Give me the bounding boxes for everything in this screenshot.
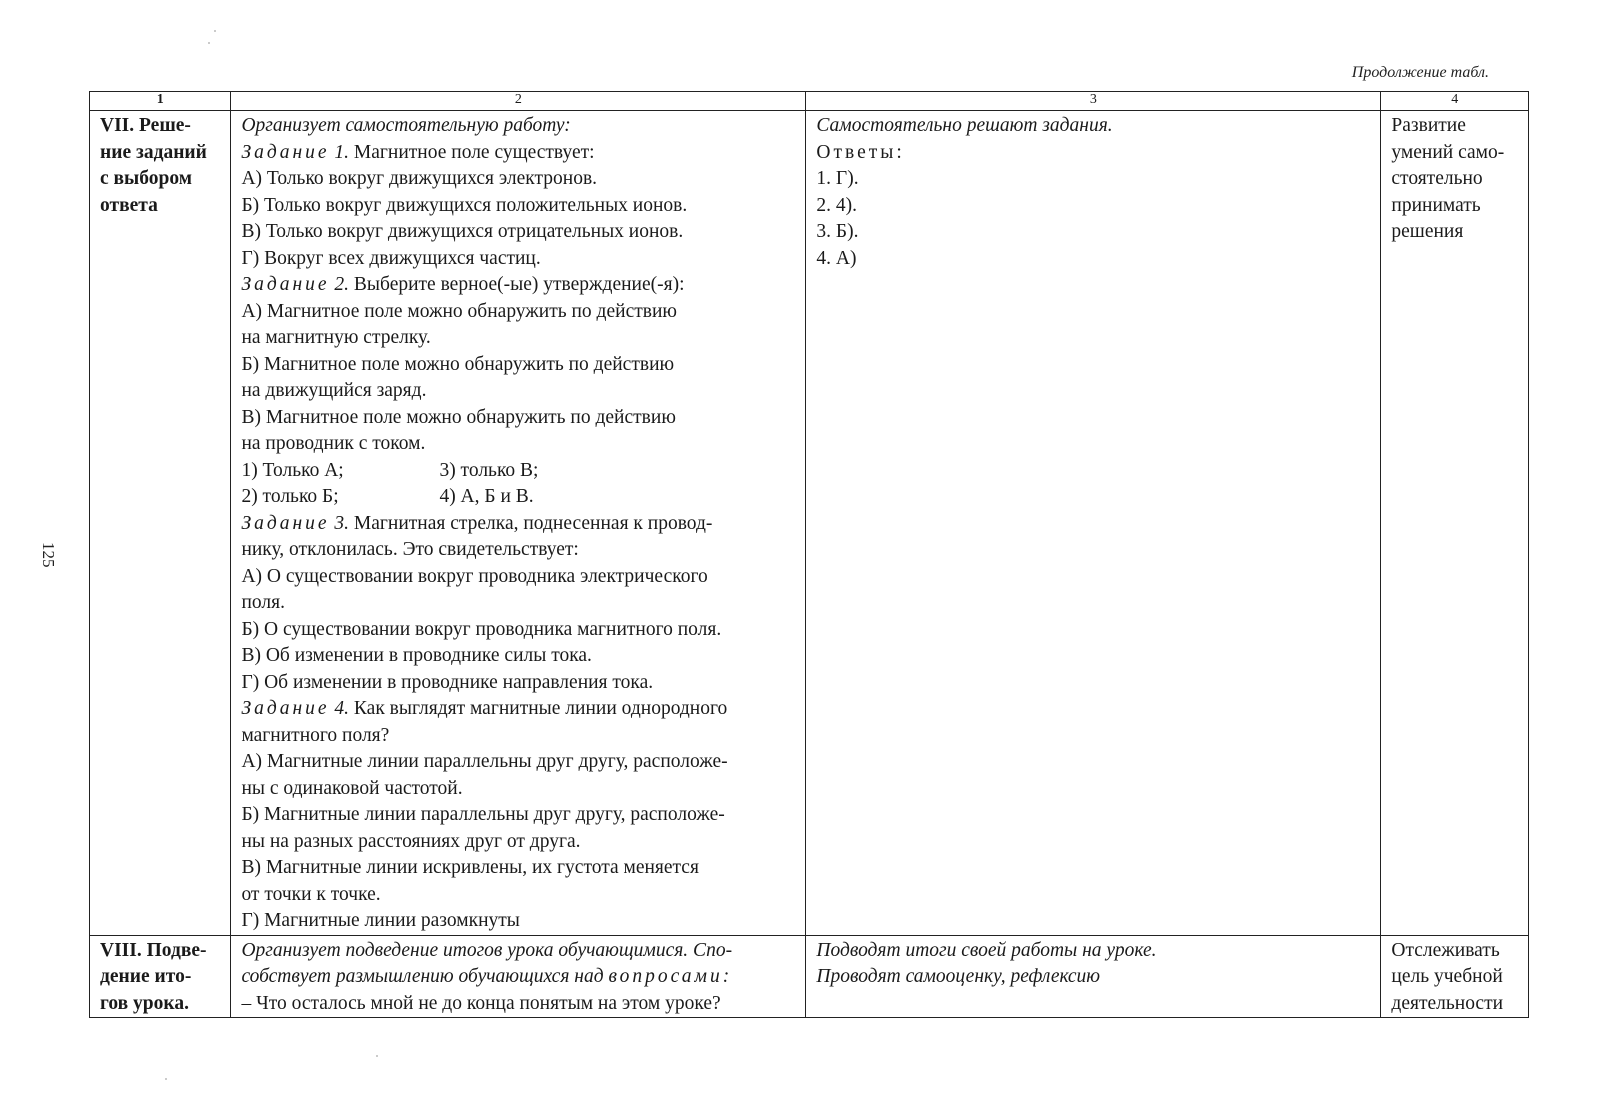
answer-option-cont: ны на разных расстояниях друг от друга. — [241, 830, 581, 852]
answer-key: 4. А) — [816, 247, 857, 269]
lesson-table — [89, 91, 1529, 1018]
task-label: Задание — [241, 274, 330, 295]
choice: 3) только В; — [439, 459, 539, 481]
student-activity-cell — [806, 935, 1381, 1018]
student-intro: Самостоятельно решают задания. — [816, 115, 1113, 136]
result-line: цель учебной — [1391, 966, 1503, 987]
task-number: 4. — [329, 698, 350, 719]
answer-option: В) Об изменении в проводнике силы тока. — [241, 645, 592, 666]
stage-cell — [90, 935, 231, 1018]
teacher-activity-cell — [231, 935, 806, 1018]
answer-option-cont: на проводник с током. — [241, 433, 426, 454]
answer-option-cont: от точки к точке. — [241, 883, 381, 905]
task-4-heading — [241, 696, 797, 723]
answer-key: 3. Б). — [816, 221, 859, 242]
choice: 1) Только А; — [241, 459, 344, 481]
answer-option: Б) О существовании вокруг проводника магнитного поля. — [241, 618, 722, 640]
student-activity-cell — [806, 111, 1381, 936]
task-question-cont: нику, отклонилась. Это свидетельствует: — [241, 539, 579, 560]
stage-line: VIII. Подве- — [100, 939, 207, 961]
task-number: 3. — [329, 512, 350, 534]
reflection-question: – Что осталось мной не до конца понятым на этом уроке? — [241, 992, 721, 1014]
answer-key: 2. 4). — [816, 194, 858, 216]
stage-line: VII. Реше- — [100, 115, 191, 136]
student-text: Проводят самооценку, рефлексию — [816, 966, 1101, 987]
answer-option: А) Только вокруг движущихся электронов. — [241, 168, 598, 189]
table-continuation-note: Продолжение табл. — [1351, 64, 1489, 81]
result-line: принимать — [1391, 194, 1481, 216]
scan-speck — [214, 30, 216, 32]
task-question: Как выглядят магнитные линии однородного — [349, 698, 728, 719]
answer-option: В) Только вокруг движущихся отрицательных ионов. — [241, 221, 684, 242]
answer-option: Г) Магнитные линии разомкнуты — [241, 910, 520, 931]
task-question: Выберите верное(-ые) утверждение(-я): — [349, 274, 685, 295]
scan-speck — [165, 1078, 167, 1080]
answer-option: Б) Только вокруг движущихся положительных ионов. — [241, 194, 688, 216]
answer-option: А) Магнитные линии параллельны друг другу, расположе- — [241, 751, 728, 772]
column-number: 3 — [806, 92, 1381, 111]
answer-option: Б) Магнитное поле можно обнаружить по действию — [241, 353, 675, 375]
result-line: деятельности — [1391, 992, 1504, 1014]
teacher-text: Организует подведение итогов урока обучающимися. Спо- — [241, 939, 733, 961]
stage-cell — [90, 111, 231, 936]
task-label: Задание — [241, 512, 330, 534]
table-row — [90, 111, 1529, 936]
stage-line: гов урока. — [100, 992, 189, 1014]
choice: 2) только Б; — [241, 486, 339, 507]
answer-option: А) Магнитное поле можно обнаружить по действию — [241, 300, 677, 322]
teacher-text — [241, 964, 797, 991]
table-row — [90, 935, 1529, 1018]
answer-option: Б) Магнитные линии параллельны друг другу, расположе- — [241, 804, 725, 825]
stage-line: с выбором — [100, 168, 193, 189]
result-line: умений само- — [1391, 141, 1505, 163]
answer-option-cont: ны с одинаковой частотой. — [241, 777, 463, 799]
result-cell — [1381, 935, 1529, 1018]
result-line: Отслеживать — [1391, 939, 1500, 961]
student-text: Подводят итоги своей работы на уроке. — [816, 939, 1157, 961]
stage-line: ответа — [100, 194, 158, 216]
answer-option: В) Магнитные линии искривлены, их густота меняется — [241, 857, 699, 878]
column-number-row — [90, 92, 1529, 111]
column-number: 1 — [90, 92, 231, 111]
choice-row — [241, 458, 797, 485]
teacher-activity-cell — [231, 111, 806, 936]
result-line: решения — [1391, 221, 1464, 242]
result-cell — [1381, 111, 1529, 936]
task-number: 1. — [329, 141, 350, 163]
task-1-heading — [241, 140, 797, 167]
task-3-heading — [241, 511, 797, 538]
task-label: Задание — [241, 698, 330, 719]
task-2-heading — [241, 272, 797, 299]
teacher-text-spaced: вопросами: — [608, 966, 733, 987]
teacher-text-part: собствует размышлению обучающихся над — [241, 966, 609, 987]
task-label: Задание — [241, 141, 330, 163]
answer-option: Г) Об изменении в проводнике направления тока. — [241, 671, 654, 693]
answer-key: 1. Г). — [816, 168, 859, 189]
scan-speck — [208, 42, 210, 44]
result-line: стоятельно — [1391, 168, 1483, 189]
stage-line: дение ито- — [100, 966, 192, 987]
answers-label: Ответы: — [816, 141, 905, 163]
stage-line: ние заданий — [100, 141, 207, 163]
teacher-intro: Организует самостоятельную работу: — [241, 115, 571, 136]
column-number: 2 — [231, 92, 806, 111]
answer-option-cont: на движущийся заряд. — [241, 380, 427, 401]
answer-option: В) Магнитное поле можно обнаружить по действию — [241, 406, 676, 428]
answer-option-cont: на магнитную стрелку. — [241, 327, 431, 348]
column-number: 4 — [1381, 92, 1529, 111]
task-question-cont: магнитного поля? — [241, 724, 390, 746]
answer-option: А) О существовании вокруг проводника электрического — [241, 565, 708, 587]
result-line: Развитие — [1391, 115, 1466, 136]
answer-option-cont: поля. — [241, 592, 285, 613]
page-number: 125 — [39, 542, 58, 568]
task-question: Магнитное поле существует: — [349, 141, 595, 163]
scan-speck — [376, 1055, 378, 1057]
task-number: 2. — [329, 274, 350, 295]
choice: 4) А, Б и В. — [439, 486, 534, 507]
task-question: Магнитная стрелка, поднесенная к провод- — [349, 512, 713, 534]
choice-row — [241, 484, 797, 511]
answer-option: Г) Вокруг всех движущихся частиц. — [241, 247, 541, 269]
